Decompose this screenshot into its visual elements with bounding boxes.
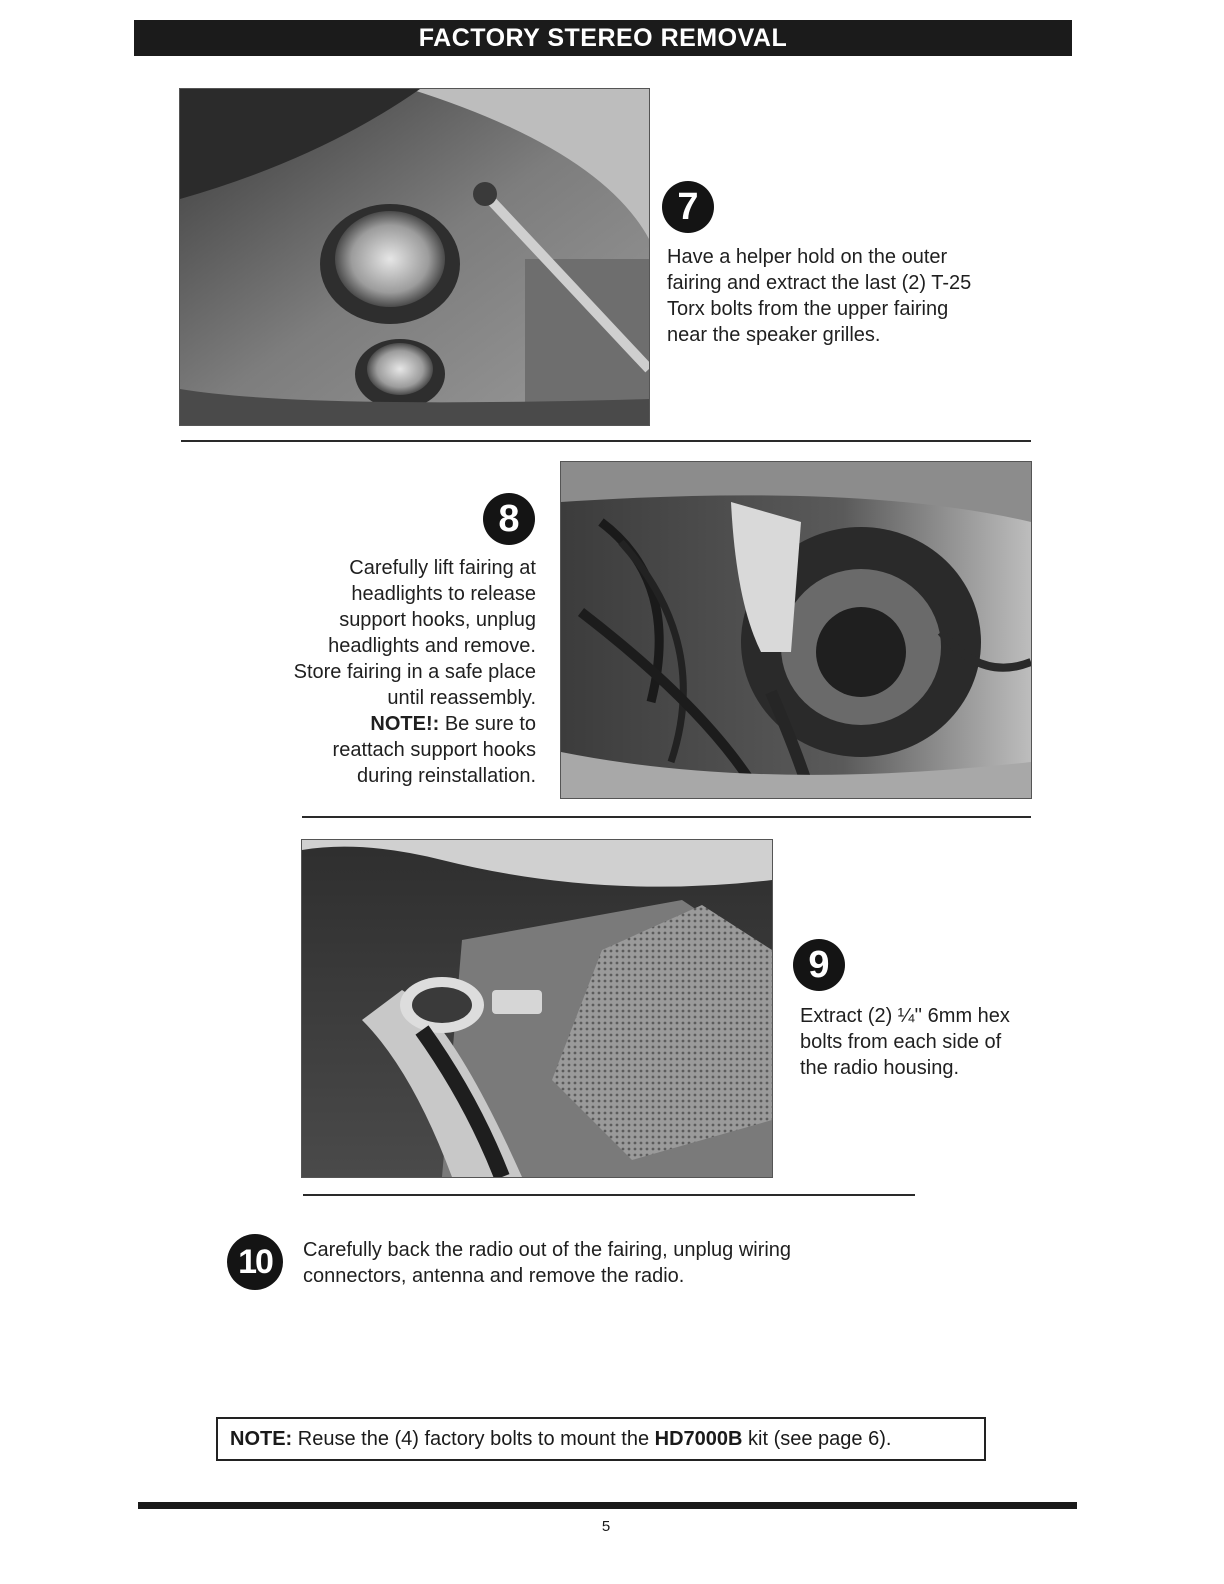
page-number: 5 — [601, 1518, 611, 1535]
step-9-line: Extract (2) ¼'' 6mm hex — [800, 1005, 1010, 1027]
step-9-line: the radio housing. — [800, 1057, 960, 1079]
step-8-line: Store fairing in a safe place — [293, 661, 536, 683]
note-text-before: Reuse the (4) factory bolts to mount the — [292, 1427, 655, 1450]
step-8-number-badge — [483, 493, 535, 545]
step-9-line: bolts from each side of — [800, 1031, 1002, 1053]
step-10-line: Carefully back the radio out of the fairing, unplug wiring — [303, 1239, 792, 1261]
step-8-line: headlights to release — [351, 583, 536, 605]
divider-rule — [303, 1194, 915, 1196]
page-title: FACTORY STEREO REMOVAL — [418, 23, 788, 52]
step-8-photo — [560, 461, 1032, 799]
step-8-note-label: NOTE!: — [370, 713, 440, 735]
step-10-line: connectors, antenna and remove the radio. — [303, 1265, 685, 1287]
step-8-number: 8 — [498, 498, 520, 540]
step-7-line: near the speaker grilles. — [667, 324, 881, 346]
step-7-number-badge — [662, 181, 714, 233]
note-kit-name: HD7000B — [654, 1427, 743, 1450]
note-text-after: kit (see page 6). — [742, 1427, 892, 1450]
step-9-number-badge — [793, 939, 845, 991]
step-7-line: Have a helper hold on the outer — [667, 246, 948, 268]
step-8-line: Carefully lift fairing at — [349, 557, 536, 579]
note-line — [230, 1428, 891, 1451]
step-7-photo — [179, 88, 650, 426]
step-7-number: 7 — [677, 186, 699, 228]
step-10-text — [303, 1237, 943, 1289]
note-box — [216, 1417, 986, 1461]
step-10-number-badge — [227, 1234, 283, 1290]
step-8-line: during reinstallation. — [357, 765, 536, 787]
step-8-note-line — [240, 711, 536, 737]
step-8-line: support hooks, unplug — [339, 609, 536, 631]
divider-rule — [181, 440, 1031, 442]
step-7-text — [667, 244, 1027, 348]
step-8-line: headlights and remove. — [328, 635, 536, 657]
step-8-text — [240, 555, 536, 789]
page-header-bar — [134, 20, 1072, 56]
step-9-photo — [301, 839, 773, 1178]
step-8-line: until reassembly. — [387, 687, 536, 709]
step-9-text — [800, 1003, 1060, 1081]
divider-rule — [302, 816, 1031, 818]
step-9-number: 9 — [808, 944, 830, 986]
step-7-line: Torx bolts from the upper fairing — [667, 298, 949, 320]
note-label: NOTE: — [230, 1427, 293, 1450]
step-8-note-text: Be sure to — [439, 713, 536, 735]
footer-rule — [138, 1502, 1077, 1509]
step-8-line: reattach support hooks — [332, 739, 536, 761]
step-10-number: 10 — [238, 1243, 272, 1281]
step-7-line: fairing and extract the last (2) T-25 — [667, 272, 972, 294]
